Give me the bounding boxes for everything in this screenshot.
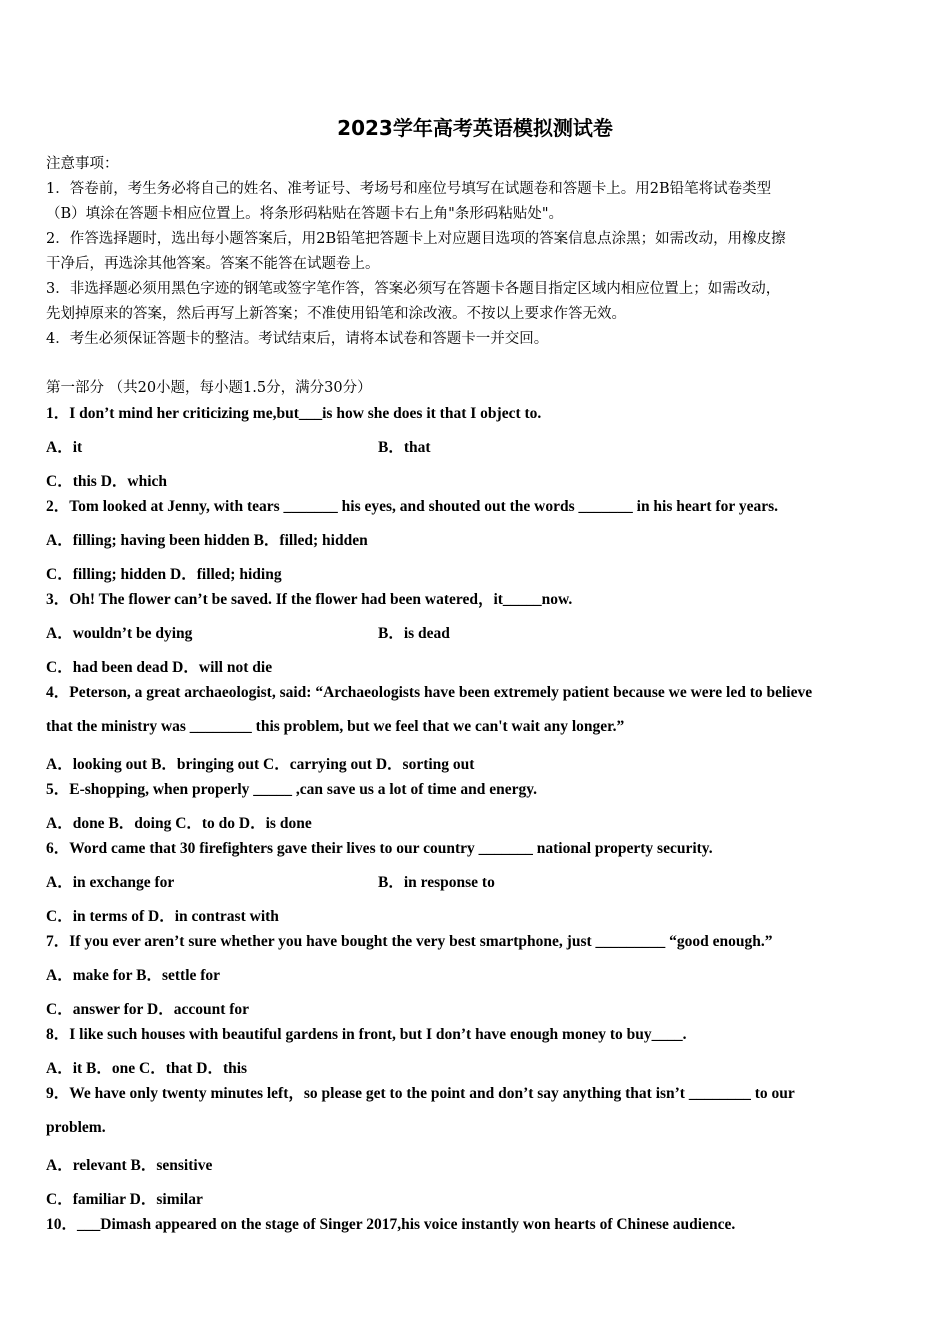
question-stem: 1．I don’t mind her criticizing me,but___is how she does it that I object to. [46,405,542,422]
options-cd: C．answer for D．account for [46,1001,250,1018]
options: A．it B．one C．that D．this [46,1060,248,1077]
question-stem: 5．E-shopping, when properly _____ ,can save us a lot of time and energy. [46,781,538,798]
option-a: A．in exchange for [46,874,175,891]
question-stem: 10．___Dimash appeared on the stage of Singer 2017,his voice instantly won hearts of Chinese audience. [46,1216,736,1233]
question-stem: 3．Oh! The flower can’t be saved. If the flower had been watered，it_____now. [46,591,573,608]
options: A．looking out B．bringing out C．carrying out D．sorting out [46,756,475,773]
question-stem: 7．If you ever aren’t sure whether you have bought the very best smartphone, just _________ “good enough.” [46,933,773,950]
notice-line: （B）填涂在答题卡相应位置上。将条形码粘贴在答题卡右上角"条形码粘贴处"。 [46,206,563,222]
notice-line: 1．答卷前，考生务必将自己的姓名、准考证号、考场号和座位号填写在试题卷和答题卡上。用2B铅笔将试卷类型 [46,181,772,197]
options-cd: C．this D．which [46,473,168,490]
option-a: A．it [46,439,83,456]
options-ab: A．relevant B．sensitive [46,1157,213,1174]
question-stem: 6．Word came that 30 firefighters gave their lives to our country _______ national property security. [46,840,713,857]
options-cd: C．had been dead D．will not die [46,659,273,676]
options: A．done B．doing C．to do D．is done [46,815,312,832]
options-cd: C．filling; hidden D．filled; hiding [46,566,282,583]
option-b: B．is dead [378,625,450,642]
options-cd: C．in terms of D．in contrast with [46,908,279,925]
notice-line: 干净后，再选涂其他答案。答案不能答在试题卷上。 [46,256,380,272]
options-ab: A．make for B．settle for [46,967,221,984]
notice-line: 4．考生必须保证答题卡的整洁。考试结束后，请将本试卷和答题卡一并交回。 [46,331,549,347]
notice-line: 先划掉原来的答案，然后再写上新答案；不准使用铅笔和涂改液。不按以上要求作答无效。 [46,306,626,322]
page-title: 2023学年高考英语模拟测试卷 [337,116,613,140]
notice-line: 2．作答选择题时，选出每小题答案后，用2B铅笔把答题卡上对应题目选项的答案信息点涂黑；如需改动，用橡皮擦 [46,231,786,247]
options-cd: C．familiar D．similar [46,1191,203,1208]
option-b: B．that [378,439,431,456]
notice-line: 3．非选择题必须用黑色字迹的钢笔或签字笔作答，答案必须写在答题卡各题目指定区域内相应位置上；如需改动， [46,281,781,297]
notice-heading: 注意事项： [46,156,119,172]
question-stem: 4．Peterson, a great archaeologist, said: “Archaeologists have been extremely patient because we were led to believe [46,684,813,701]
question-stem: 8．I like such houses with beautiful gardens in front, but I don’t have enough money to buy____. [46,1026,687,1043]
question-stem-cont: problem. [46,1119,106,1136]
question-stem-cont: that the ministry was ________ this problem, but we feel that we can't wait any longer.” [46,718,625,735]
options-ab: A．filling; having been hidden B．filled; hidden [46,532,368,549]
option-b: B．in response to [378,874,495,891]
option-a: A．wouldn’t be dying [46,625,193,642]
question-stem: 9．We have only twenty minutes left，so please get to the point and don’t say anything that isn’t ________ to our [46,1085,795,1102]
section-heading: 第一部分 （共20小题，每小题1.5分，满分30分） [46,380,372,396]
question-stem: 2．Tom looked at Jenny, with tears _______ his eyes, and shouted out the words _______ in his heart for years. [46,498,778,515]
